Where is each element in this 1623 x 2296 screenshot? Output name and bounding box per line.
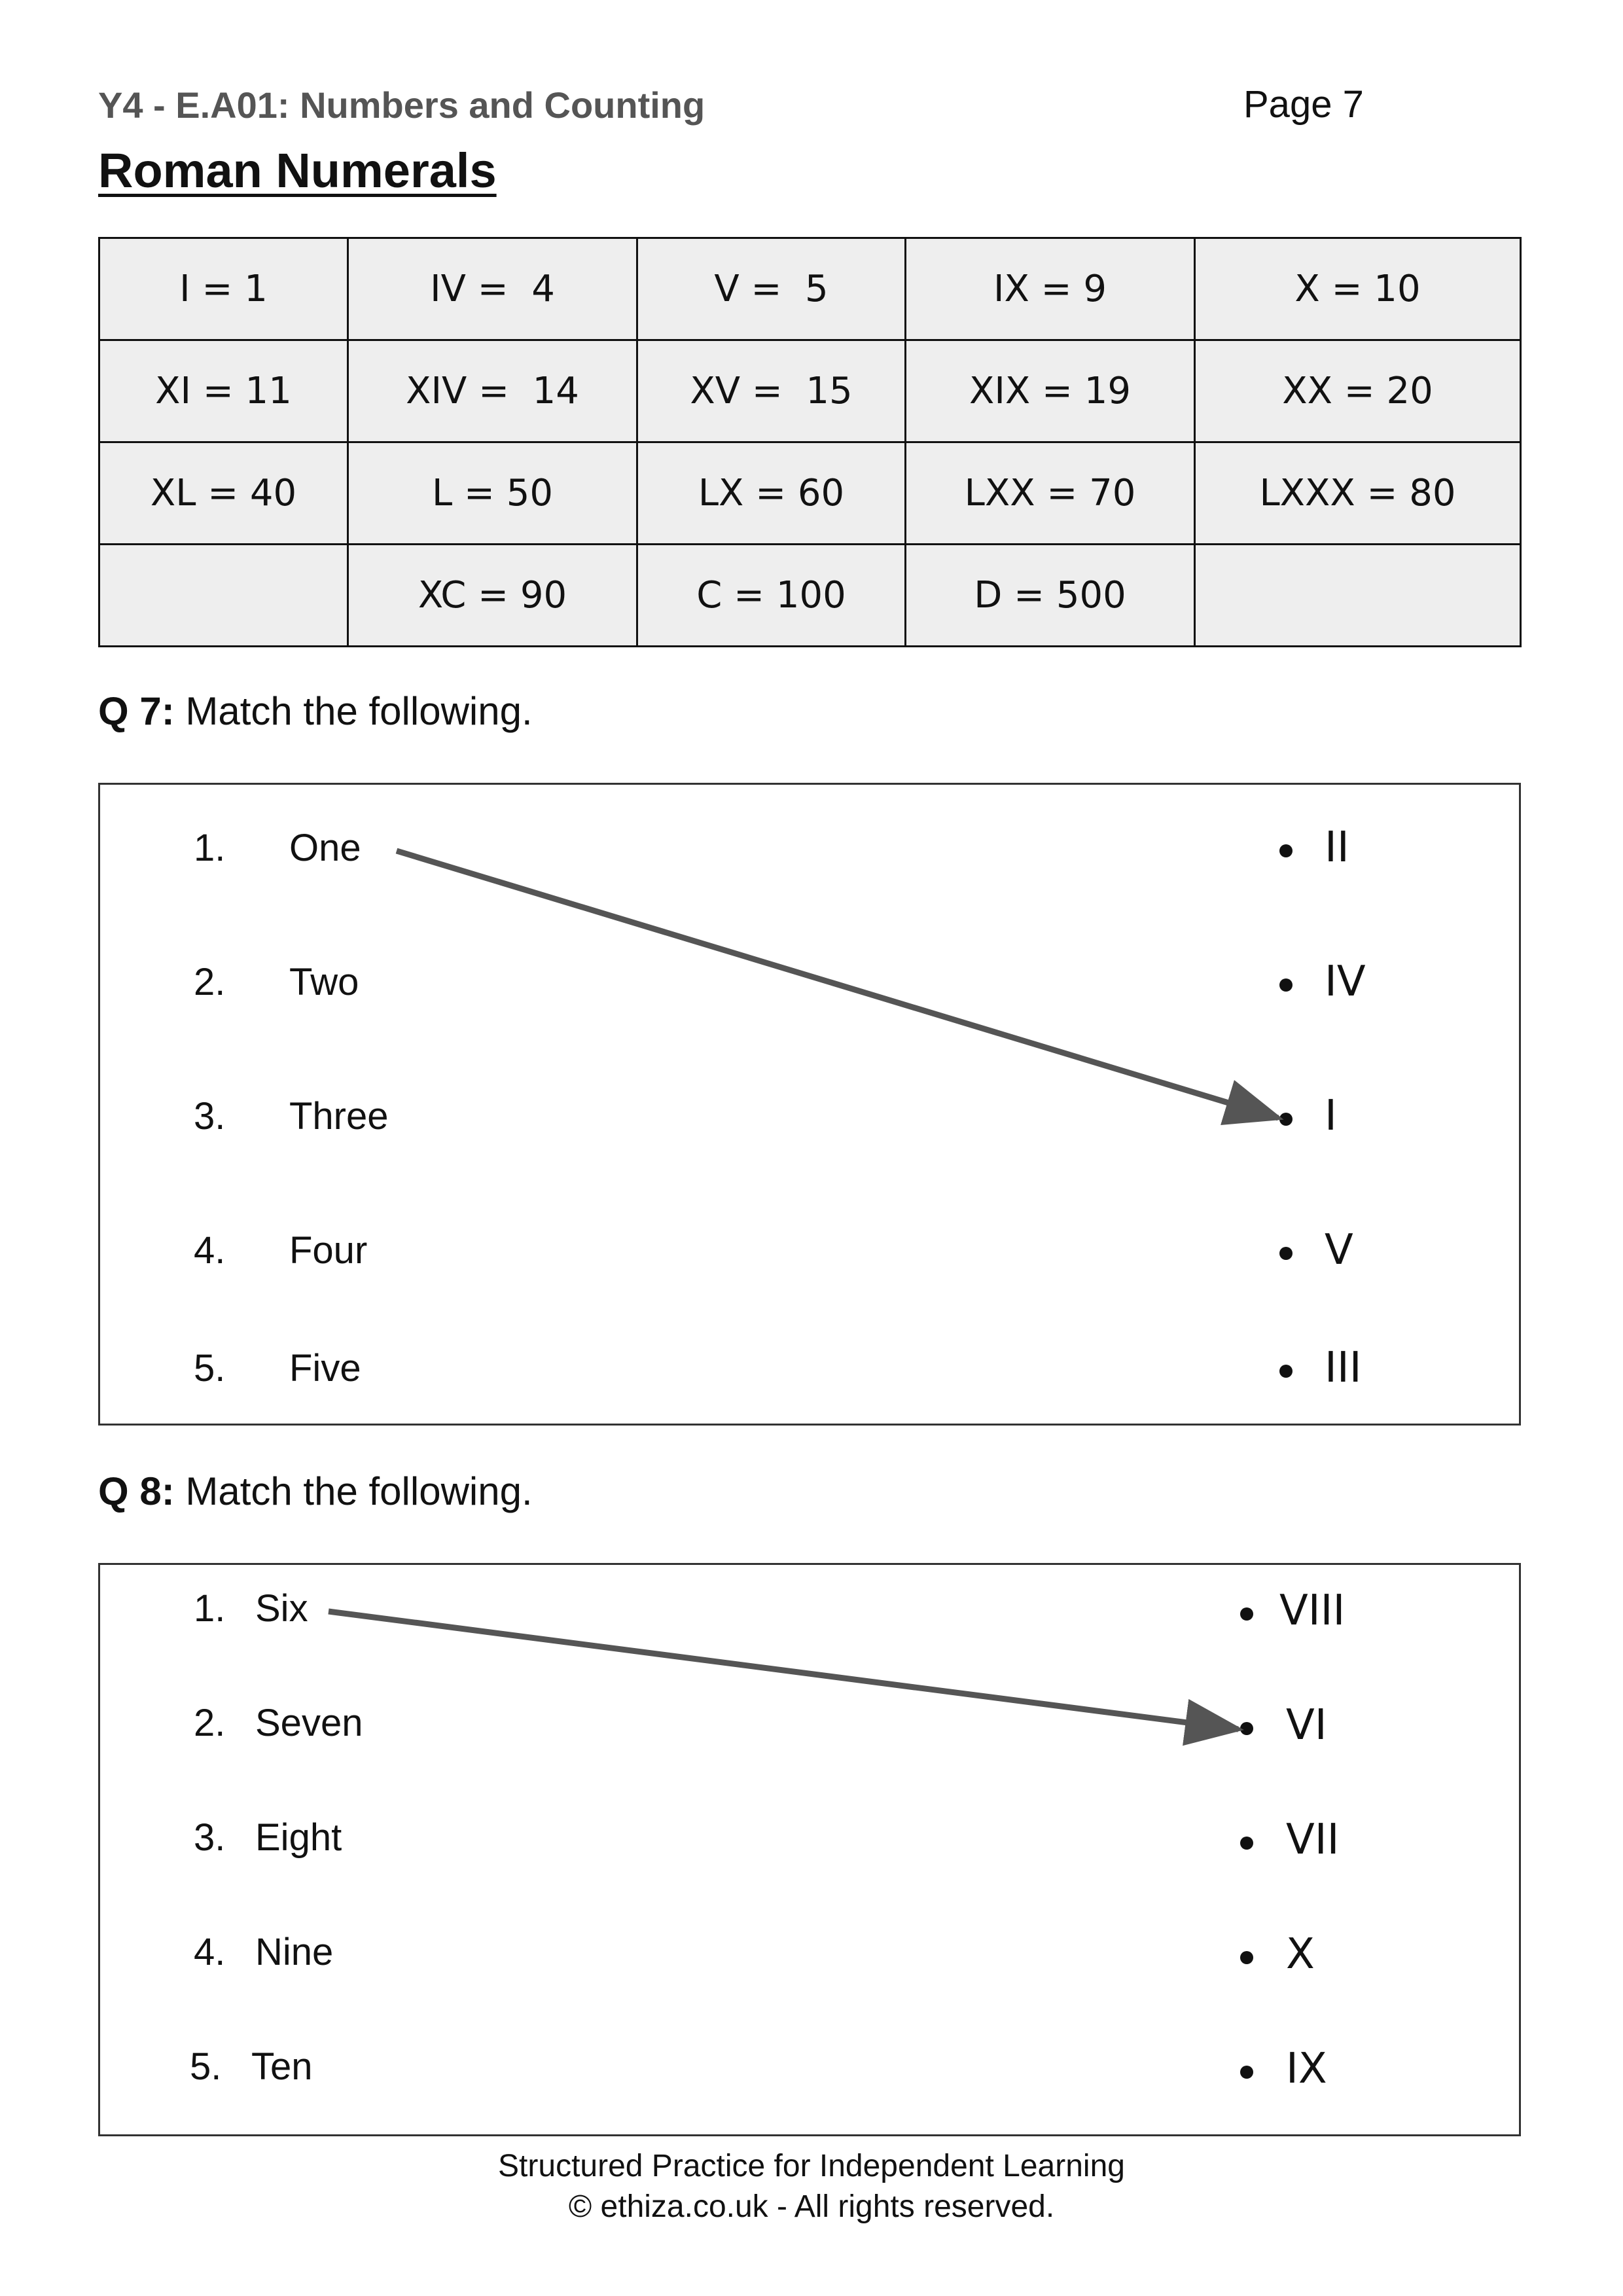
question-7-number: Q 7: [98,689,175,733]
q7-item-number: 1. [194,827,226,869]
table-cell: D = 500 [906,545,1195,647]
q8-word-six[interactable]: Six [255,1587,308,1630]
question-8-number: Q 8: [98,1469,175,1513]
q8-roman-option[interactable]: VII [1286,1816,1340,1864]
table-cell: XIX = 19 [906,340,1195,442]
q7-word-one[interactable]: One [289,827,361,869]
table-cell: V = 5 [637,238,906,340]
q8-item-number: 1. [194,1587,226,1630]
q8-roman-option[interactable]: VIII [1279,1587,1346,1635]
q8-item-number: 2. [194,1702,226,1744]
q8-roman-option[interactable]: VI [1286,1701,1327,1749]
q8-roman-option[interactable]: IX [1286,2045,1327,2093]
q8-item-number: 4. [194,1931,226,1973]
q7-roman-option[interactable]: I [1325,1092,1337,1140]
q8-item-number: 3. [194,1816,226,1859]
table-cell: C = 100 [637,545,906,647]
table-cell: LX = 60 [637,442,906,545]
q7-roman-option[interactable]: III [1325,1344,1362,1392]
q7-roman-option[interactable]: II [1325,823,1349,872]
page-title: Roman Numerals [98,143,497,198]
question-8-instruction: Match the following. [174,1469,533,1513]
table-cell: LXX = 70 [906,442,1195,545]
q8-word-ten[interactable]: Ten [251,2045,313,2088]
table-cell: LXXX = 80 [1195,442,1521,545]
footer-tagline: Structured Practice for Independent Learning [498,2149,1125,2183]
table-cell: XI = 11 [99,340,348,442]
q8-example-arrow [329,1611,1238,1729]
q8-roman-option[interactable]: X [1286,1930,1315,1979]
q7-example-arrow [397,851,1278,1118]
q7-word-four[interactable]: Four [289,1229,368,1272]
q8-item-number: 5. [190,2045,222,2088]
q7-word-three[interactable]: Three [289,1095,389,1138]
q7-item-number: 2. [194,961,226,1003]
table-cell: XV = 15 [637,340,906,442]
page-number: Page 7 [1243,83,1364,126]
table-cell: I = 1 [99,238,348,340]
q8-word-seven[interactable]: Seven [255,1702,363,1744]
table-cell: XL = 40 [99,442,348,545]
question-7-instruction: Match the following. [174,689,533,733]
table-cell: L = 50 [348,442,637,545]
q7-word-five[interactable]: Five [289,1347,361,1390]
table-cell: X = 10 [1195,238,1521,340]
q8-word-eight[interactable]: Eight [255,1816,342,1859]
q8-word-nine[interactable]: Nine [255,1931,334,1973]
q7-roman-option[interactable]: IV [1325,958,1366,1006]
q7-word-two[interactable]: Two [289,961,359,1003]
footer-copyright: © ethiza.co.uk - All rights reserved. [568,2189,1055,2224]
q7-item-number: 5. [194,1347,226,1390]
q7-roman-option[interactable]: V [1325,1226,1353,1274]
table-cell: XIV = 14 [348,340,637,442]
worksheet-subject: Y4 - E.A01: Numbers and Counting [98,84,705,126]
table-cell: XC = 90 [348,545,637,647]
table-cell: XX = 20 [1195,340,1521,442]
table-cell: IV = 4 [348,238,637,340]
q7-item-number: 4. [194,1229,226,1272]
table-cell: IX = 9 [906,238,1195,340]
q7-item-number: 3. [194,1095,226,1138]
